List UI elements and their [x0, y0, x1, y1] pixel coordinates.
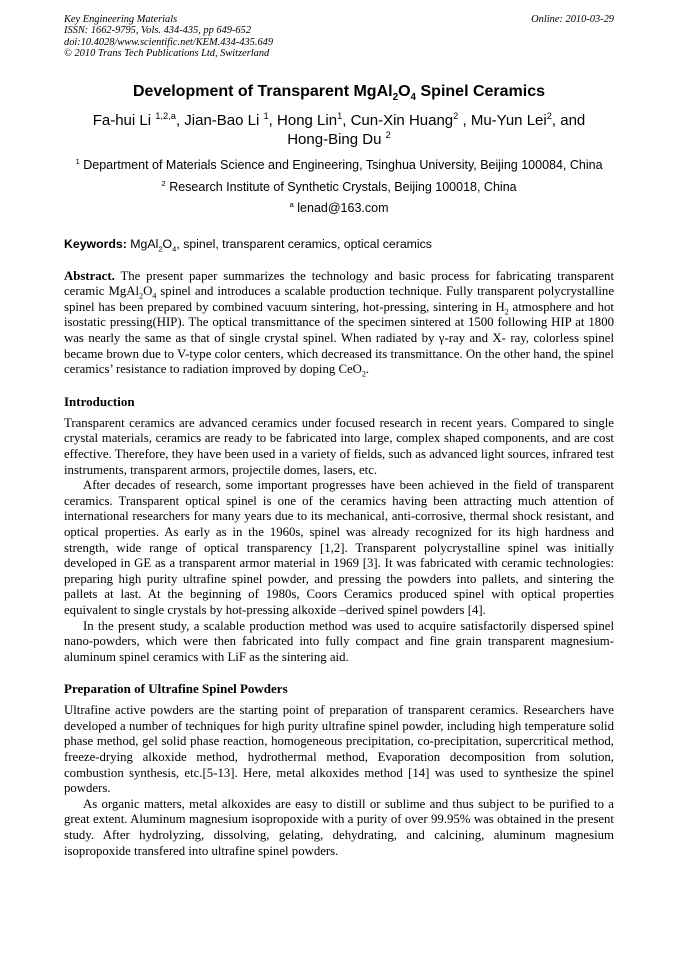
author: Hong Lin	[277, 111, 338, 129]
affiliation-2: $^2$ Research Institute of Synthetic Crystals, Beijing 100018, China	[161, 178, 517, 194]
paragraph: Transparent ceramics are advanced ceramics under focused research in recent years. Compared to single crystal materials, ceramics are ready to be fabricated into large, complex shaped components, and are cost effective. Therefore, they have been used in a variety of fields, such as advanced light sources, infrared test instruments, transparent armors, projectile domes, lasers, etc.	[64, 415, 614, 477]
section-heading-preparation: Preparation of Ultrafine Spinel Powders	[64, 681, 288, 697]
author: Mu-Yun Lei	[470, 111, 547, 129]
paragraph: Ultrafine active powders are the starting point of preparation of transparent ceramics. Researchers have developed a number of techniques for high purity ultrafine spinel powder, including high temperature solid phase method, gel solid phase reaction, homogeneous precipitation, co-precipitation, supercritical method, freeze-drying alkoxide method, hydrothermal method, Evaporation decomposition from solution, combustion synthesis, etc.[5-13]. Here, metal alkoxides method [14] was used to synthesize the spinel powders.	[64, 703, 614, 796]
abstract: Abstract. The present paper summarizes the technology and basic process for fabricating transparent ceramic $MgAl_2O_4$ spinel and introduces a scalable production technique. Fully transparent polycrystalline spinel has been prepared by combined vacuum sintering, hot-pressing, sintering in $H_2$ atmosphere and hot isostatic pressing(HIP). The optical transmittance of the specimen sintered at 1500 following HIP at 1800 was nearly the same as that of single crystal spinel. When radiated by γ-ray and X- ray, colorless spinel became brown due to V-type color centers, which decreased its transmittance. On the other hand, the spinel ceramics’ resistance to radiation improved by doping CeO$_2$.	[64, 268, 615, 379]
affiliation-1: $^1$ Department of Materials Science and Engineering, Tsinghua University, Beijing 100084, China	[75, 156, 603, 172]
author: Fa-hui Li	[92, 111, 152, 129]
doi-line: doi:10.4028/www.scientific.net/KEM.434-435.649	[64, 36, 274, 48]
author: Hong-Bing Du	[287, 130, 382, 148]
journal-header	[64, 14, 614, 60]
paper-page	[64, 14, 614, 859]
keywords-label: Keywords:	[64, 236, 127, 251]
author-list: Fa-hui Li $^{1,2,a}$, Jian-Bao Li $^1$, Hong Lin$^1$, Cun-Xin Huang$^2$ , Mu-Yun Lei$^2$, and Hong-Bing Du $^2$	[92, 110, 586, 148]
copyright-line: © 2010 Trans Tech Publications Ltd, Switzerland	[64, 48, 270, 60]
paragraph: After decades of research, some important progresses have been achieved in the field of transparent ceramics. Transparent optical spinel is one of the ceramics having been attracting much attention of international researchers for many years due to its mechanical, anti-corrosive, thermal shock resistant, and optical properties. As early as in the 1960s, spinel was already recognized for its high hardness and strength, wide range of optical transparency [1,2]. Transparent polycrystalline spinel was initially developed in GE as a transparent armor material in 1969 [3]. It was fabricated with ceramic technologies: preparing high purity ultrafine spinel powder, and pressing the powders into pallets, and sintering the pallets at last. At the beginning of 1980s, Coors Ceramics produced spinel with optical properties equivalent to single crystals by hot-pressing alkoxide –derived spinel powders [4].	[64, 478, 614, 617]
paragraph: In the present study, a scalable production method was used to acquire satisfactorily dispersed spinel nano-powders, which were then fabricated into fully compact and fine grain transparent magnesium-aluminum spinel ceramics with LiF as the sintering aid.	[64, 618, 614, 664]
journal-name: Key Engineering Materials	[64, 14, 178, 25]
keywords: Keywords: $MgAl_2O_4$, spinel, transparent ceramics, optical ceramics	[64, 236, 432, 254]
author: Cun-Xin Huang	[350, 111, 454, 129]
abstract-label: Abstract.	[64, 268, 115, 283]
author: Jian-Bao Li	[184, 111, 260, 129]
author-email: $^a$ lenad@163.com	[289, 199, 389, 215]
paragraph: As organic matters, metal alkoxides are easy to distill or sublime and thus subject to be purified to a great extent. Aluminum magnesium isopropoxide with a purity of over 99.95% was obtained in the present study. After hydrolyzing, dissolving, gelating, dehydrating, and calcining, aluminum magnesium isopropoxide transfered into ultrafine spinel powders.	[64, 796, 614, 858]
section-heading-introduction: Introduction	[64, 393, 135, 409]
paper-title: Development of Transparent $MgAl_2O_4$ Spinel Ceramics	[132, 82, 546, 103]
issn-line: ISSN: 1662-9795, Vols. 434-435, pp 649-652	[64, 25, 252, 37]
online-date: Online: 2010-03-29	[531, 14, 614, 25]
